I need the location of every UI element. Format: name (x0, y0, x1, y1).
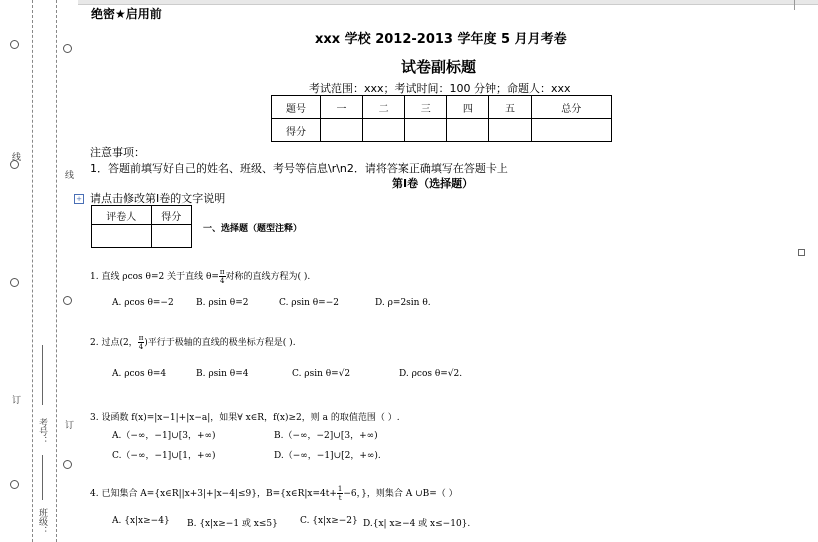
volume-heading: 第Ⅰ卷（选择题） (392, 177, 474, 190)
kaohao-underline (42, 345, 43, 405)
question-1-option-a[interactable]: A. ρcos θ=−2 (112, 298, 174, 308)
binding-mark-line: 线 (63, 170, 73, 179)
score-cell: 总分 (531, 96, 611, 119)
binding-line-outer (56, 0, 57, 542)
section-heading: 一、选择题（题型注释） (203, 224, 303, 234)
question-4-option-a[interactable]: A. {x|x≥−4} (112, 516, 170, 526)
question-2-option-b[interactable]: B. ρsin θ=4 (196, 369, 249, 379)
question-2-text: 2. 过点(2， (90, 338, 138, 348)
question-1-text: 对称的直线方程为( ). (225, 272, 311, 282)
grader-input-cell[interactable] (151, 225, 191, 248)
question-2-option-d[interactable]: D. ρcos θ=√2. (399, 369, 463, 379)
grader-table-header-row (92, 206, 192, 225)
notes-heading: 注意事项： (90, 146, 145, 159)
score-cell: 二 (363, 96, 405, 119)
grader-table-input-row (92, 225, 192, 248)
score-input-cell[interactable] (489, 119, 531, 142)
question-1-text: 1. 直线 ρcos θ=2 关于直线 θ= (90, 272, 219, 282)
binding-mark-line: 线 (10, 152, 20, 161)
score-input-cell[interactable] (531, 119, 611, 142)
binding-hole-icon (63, 296, 72, 305)
score-input-cell[interactable] (447, 119, 489, 142)
binding-mark-bind: 订 (10, 395, 20, 404)
score-table-header-row (272, 96, 612, 119)
fraction-denominator: 4 (219, 277, 225, 285)
fraction-numerator: π (219, 268, 225, 276)
banji-label: 班级： (37, 508, 47, 535)
binding-hole-icon (10, 278, 19, 287)
score-input-cell[interactable] (321, 119, 363, 142)
question-4-option-d[interactable]: D.{x| x≥−4 或 x≤−10}. (363, 519, 471, 529)
question-1-option-b[interactable]: B. ρsin θ=2 (196, 298, 249, 308)
notes-line: 1．答题前填写好自己的姓名、班级、考号等信息\r\n2．请将答案正确填写在答题卡上 (90, 162, 508, 175)
move-handle-icon[interactable]: + (74, 194, 84, 204)
question-3-option-b[interactable]: B.（−∞，−2]∪[3，+∞) (274, 431, 378, 441)
question-4-option-b[interactable]: B. {x|x≥−1 或 x≤5} (187, 519, 278, 529)
score-cell: 一 (321, 96, 363, 119)
grader-cell: 得分 (151, 206, 191, 225)
page-corner-mark (794, 0, 795, 10)
grader-input-cell[interactable] (92, 225, 152, 248)
question-4-stem (90, 485, 458, 502)
question-3-option-c[interactable]: C.（−∞，−1]∪[1，+∞) (112, 451, 216, 461)
score-cell: 四 (447, 96, 489, 119)
question-1-option-c[interactable]: C. ρsin θ=−2 (279, 298, 339, 308)
exam-title: xxx 学校 2012-2013 学年度 5 月月考卷 (315, 32, 567, 47)
score-input-cell[interactable] (405, 119, 447, 142)
score-input-cell[interactable] (363, 119, 405, 142)
fraction-numerator: 1 (337, 485, 343, 493)
grader-table (91, 205, 192, 248)
question-2-stem (90, 334, 296, 351)
question-3-stem: 3. 设函数 f(x)=|x−1|+|x−a|，如果∀ x∈R，f(x)≥2，则 a 的取值范围（ ）. (90, 413, 400, 423)
binding-hole-icon (63, 460, 72, 469)
score-table (271, 95, 612, 142)
question-2-text: )平行于极轴的直线的极坐标方程是( ). (144, 338, 296, 348)
question-1-option-d[interactable]: D. ρ=2sin θ. (375, 298, 431, 308)
fraction-denominator: 4 (138, 343, 144, 351)
question-1-stem (90, 268, 310, 285)
fraction (219, 268, 226, 285)
question-4-option-c[interactable]: C. {x|x≥−2} (300, 516, 358, 526)
exam-info: 考试范围：xxx；考试时间：100 分钟；命题人：xxx (309, 82, 571, 95)
binding-hole-icon (10, 480, 19, 489)
anchor-marker-icon (798, 249, 805, 256)
binding-line-inner (32, 0, 33, 542)
score-cell: 得分 (272, 119, 321, 142)
exam-subtitle: 试卷副标题 (401, 58, 477, 76)
question-2-option-a[interactable]: A. ρcos θ=4 (112, 369, 167, 379)
fraction-numerator: π (138, 334, 144, 342)
binding-hole-icon (10, 40, 19, 49)
edit-hint[interactable]: 请点击修改第Ⅰ卷的文字说明 (90, 192, 226, 205)
question-2-option-c[interactable]: C. ρsin θ=√2 (292, 369, 351, 379)
question-3-option-a[interactable]: A.（−∞，−1]∪[3，+∞) (112, 431, 216, 441)
score-cell: 五 (489, 96, 531, 119)
binding-mark-bind: 订 (63, 420, 73, 429)
score-cell: 三 (405, 96, 447, 119)
question-4-text: −6，}，则集合 A ∪B=（ ） (343, 489, 458, 499)
binding-margin (0, 0, 78, 542)
score-table-score-row (272, 119, 612, 142)
fraction-denominator: t (338, 494, 342, 502)
banji-underline (42, 455, 43, 500)
score-cell: 题号 (272, 96, 321, 119)
confidential-label: 绝密★启用前 (91, 7, 162, 21)
question-3-option-d[interactable]: D.（−∞，−1]∪[2，+∞). (274, 451, 381, 461)
question-4-text: 4. 已知集合 A={x∈R||x+3|+|x−4|≤9}，B={x∈R|x=4t+ (90, 489, 337, 499)
binding-hole-icon (10, 160, 19, 169)
grader-cell: 评卷人 (92, 206, 152, 225)
binding-hole-icon (63, 44, 72, 53)
kaohao-label: 考号： (37, 418, 47, 445)
top-header-strip (78, 0, 818, 5)
